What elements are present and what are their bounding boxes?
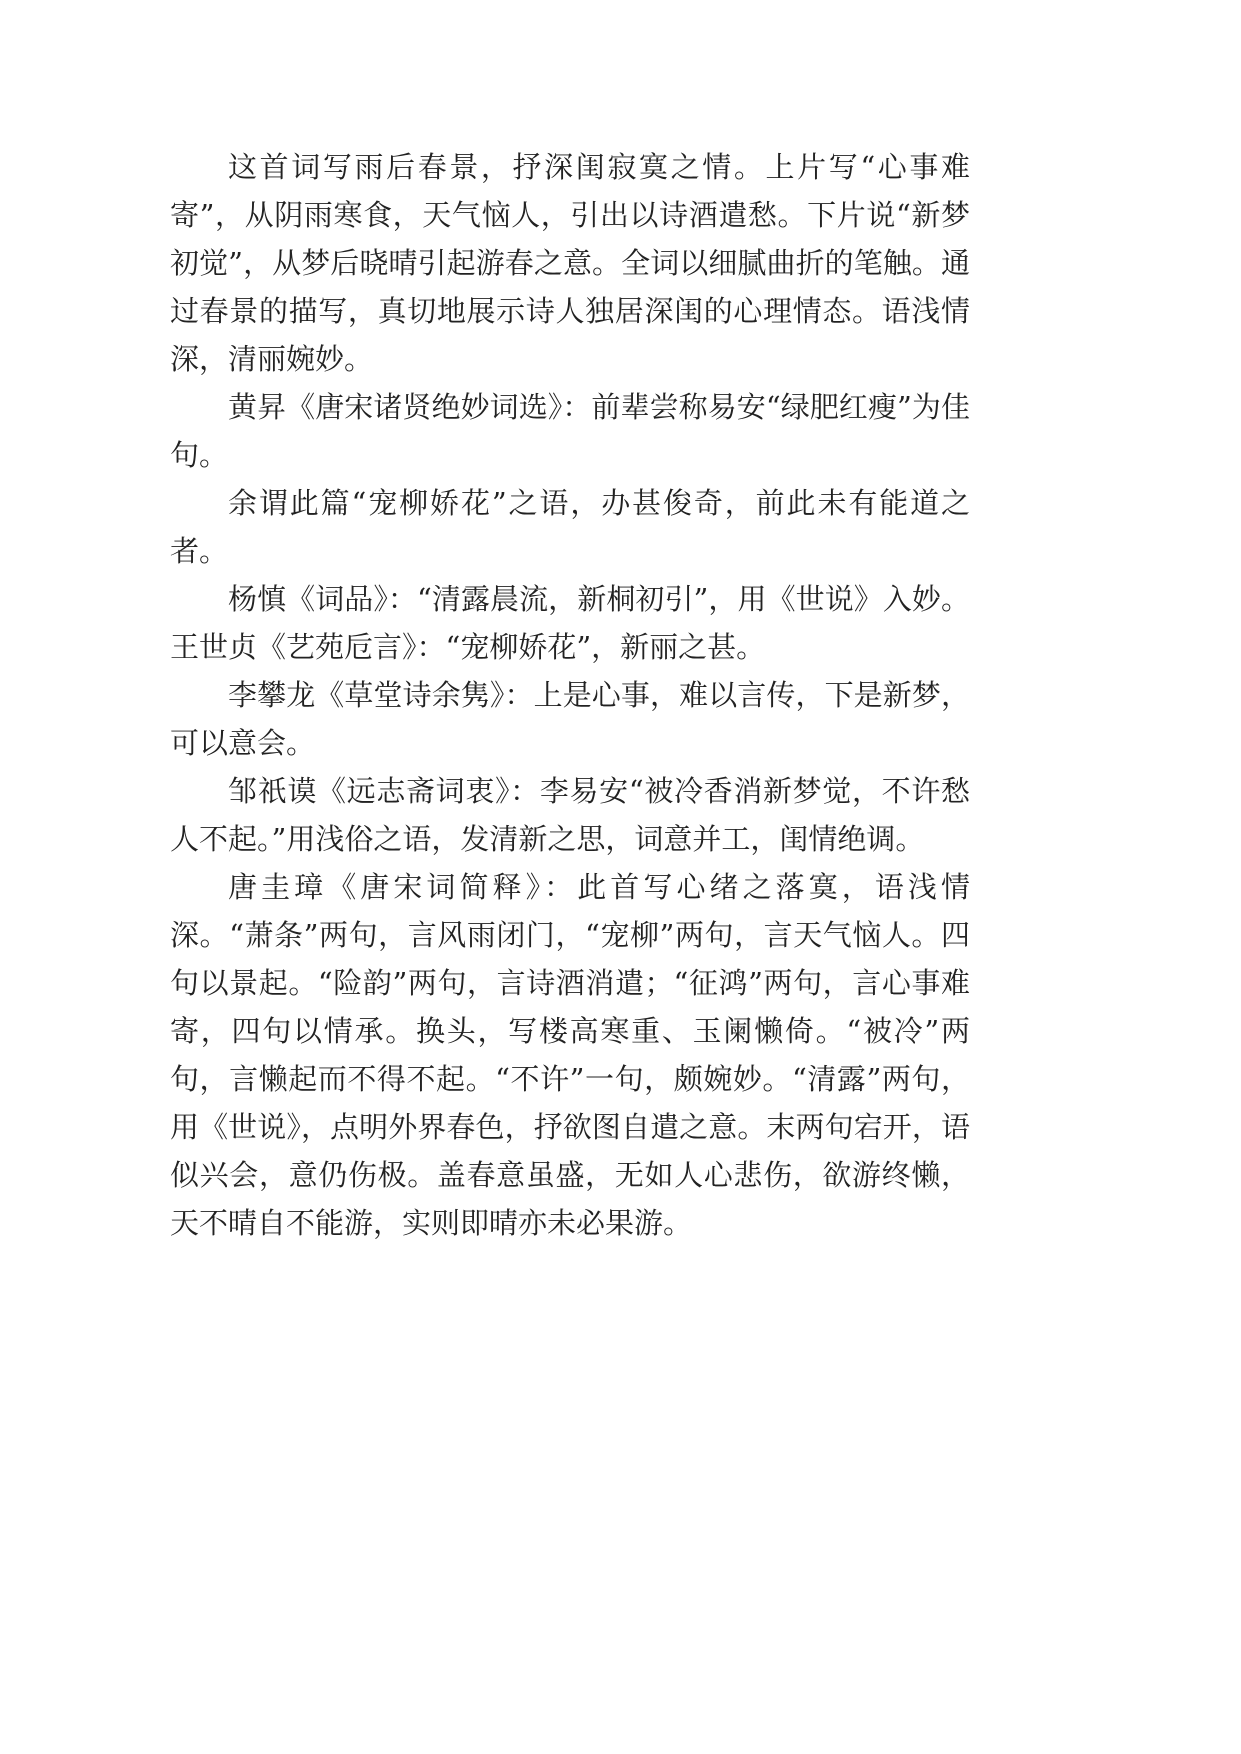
document-body bbox=[170, 143, 970, 1247]
paragraph-yu-wei: 余谓此篇“宠柳娇花”之语，办甚俊奇，前此未有能道之者。 bbox=[170, 486, 970, 568]
paragraph-li-panlong: 李攀龙《草堂诗余隽》：上是心事，难以言传，下是新梦，可以意会。 bbox=[170, 678, 970, 760]
paragraph-zou-zhimo: 邹祇谟《远志斋词衷》：李易安“被冷香消新梦觉，不许愁人不起。”用浅俗之语，发清新之思，词意并工，闺情绝调。 bbox=[170, 774, 970, 856]
paragraph-yang-shen: 杨慎《词品》：“清露晨流，新桐初引”，用《世说》入妙。王世贞《艺苑卮言》：“宠柳娇花”，新丽之甚。 bbox=[170, 582, 970, 664]
paragraph-tang-guizhang: 唐圭璋《唐宋词简释》：此首写心绪之落寞，语浅情深。“萧条”两句，言风雨闭门，“宠柳”两句，言天气恼人。四句以景起。“险韵”两句，言诗酒消遣；“征鸿”两句，言心事难寄，四句以情承。换头，写楼高寒重、玉阑懒倚。“被冷”两句，言懒起而不得不起。“不许”一句，颇婉妙。“清露”两句，用《世说》，点明外界春色，抒欲图自遣之意。末两句宕开，语似兴会，意仍伤极。盖春意虽盛，无如人心悲伤，欲游终懒，天不晴自不能游，实则即晴亦未必果游。 bbox=[170, 870, 970, 1240]
paragraph-huang-sheng: 黄昇《唐宋诸贤绝妙词选》：前辈尝称易安“绿肥红瘦”为佳句。 bbox=[170, 390, 970, 472]
paragraph-commentary: 这首词写雨后春景，抒深闺寂寞之情。上片写“心事难寄”，从阴雨寒食，天气恼人，引出以诗酒遣愁。下片说“新梦初觉”，从梦后晓晴引起游春之意。全词以细腻曲折的笔触。通过春景的描写，真切地展示诗人独居深闺的心理情态。语浅情深，清丽婉妙。 bbox=[170, 150, 970, 376]
